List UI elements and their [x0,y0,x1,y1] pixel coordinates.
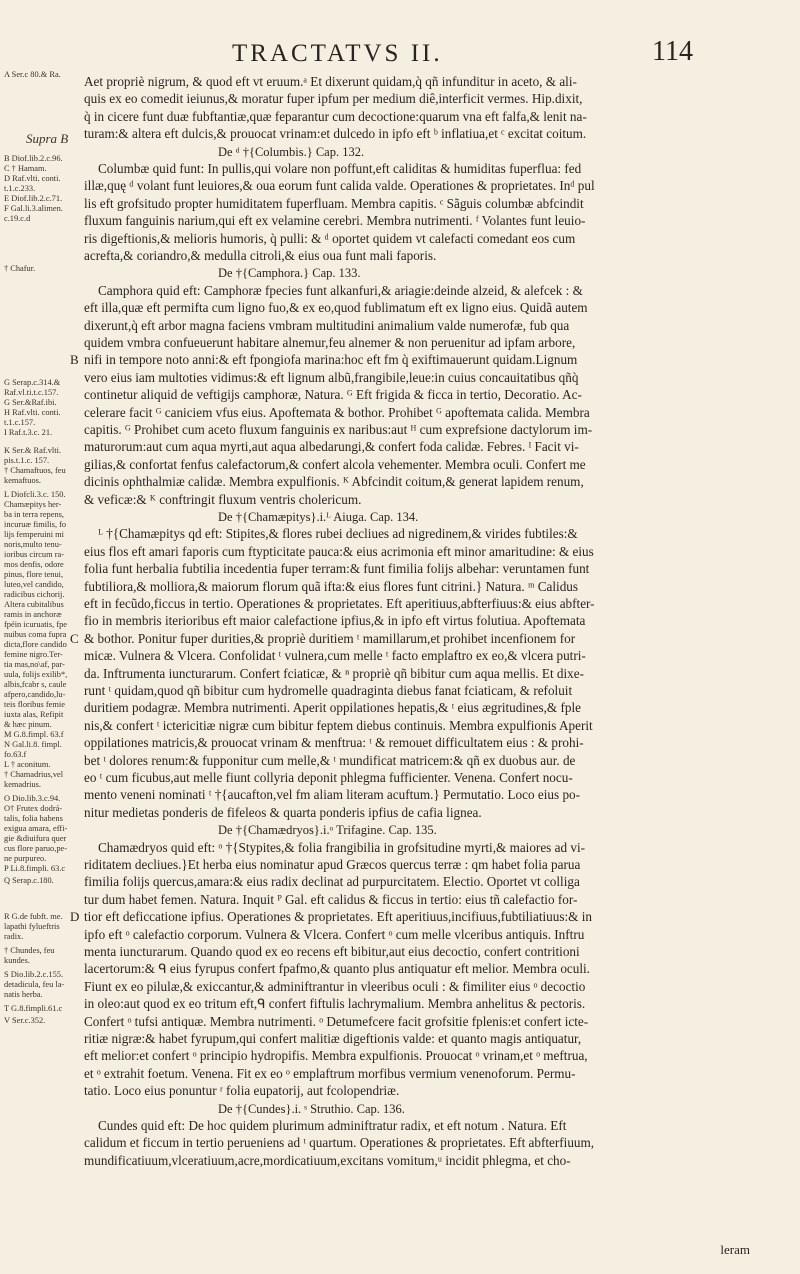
margin-note: fo.63.f [4,750,27,759]
margin-note: S Dio.lib.2.c.155. [4,970,64,979]
margin-note: C † Hamam. [4,164,47,173]
margin-note: noris,multo tenu- [4,540,62,549]
margin-note: albis,fcabr s, caule [4,680,67,689]
margin-note: H Raf.vlti. conti. [4,408,61,417]
margin-note: Supra B [26,131,69,146]
text-line: continetur aliquid de veftigijs camphoræ, Natura. ᴳ Eft frigida & ficca in tertio, Decoratio. Ac- [84,387,582,403]
text-line: acrefta,& coriandro,& medulla citroli,& eius oua funt mali faporis. [84,248,437,263]
chapter-heading: De †{Camphora.} Cap. 133. [218,266,361,281]
text-line: dixerunt,q̀ eft arbor magna faciens vmbram multitudini animalium valde numerofæ, fub qua [84,317,570,333]
text-line: fubtiliora,& molliora,& maiorum florum quã ifta:& eius flores funt citrini.} Natura. ᵐ Calidus [84,578,579,594]
margin-note: ne purpureo. [4,854,47,863]
margin-note: † Chamaftuos, feu [4,466,66,475]
margin-note: tia mas,no\af, par- [4,660,65,669]
section-letter: B [70,352,79,368]
chapter-heading: De †{Chamæpitys}.i.ᴸ Aiuga. Cap. 134. [218,510,419,524]
margin-note: gie &diuifura quer [4,834,67,843]
margin-note: t.1.c.157. [4,418,36,427]
margin-note: lijs femperuini mi [4,530,65,539]
text-line: Cundes quid eft: De hoc quidem plurimum adminiftratur radix, et eft notum . Natura. Eft [98,1118,567,1133]
text-line: duritiem podagræ. Membra nutrimenti. Aperit oppilationes hepatis,& ᵗ eius ægritudines,& fple [84,700,581,716]
text-line: fio in membris iterioribus eft maior calefactione ipfius,& in ipfo eft virtus folutiua. Apoftemata [84,613,586,629]
margin-note: teis floribus femie [4,700,65,709]
text-line: turam:& altera eft dulcis,& prouocat vrinam:et dulcedo in ipfo eft ᵇ inflatiua,et ᶜ excitat coitum. [84,126,587,142]
margin-note: uula, folijs exilib*, [4,670,68,679]
margin-note: Altera cubitalibus [4,600,64,609]
catchword: leram [720,1242,750,1257]
main-text [70,70,784,1260]
margin-note: radicibus cichorij. [4,590,65,599]
text-line: q̀ in cicere funt duæ fubftantiæ,quæ feparantur cum decoctione:quarum vna eft falfa,& lenit na- [84,108,587,124]
margin-note: G Ser.&Raf.ibi. [4,398,57,407]
text-line: nifi in tempore noto anni:& eft fpongiofa marina:hoc eft fm q̀ exiftimauerunt quidam.Lignum [84,352,578,368]
margin-note: O Dio.lib.3.c.94. [4,794,61,803]
margin-note: detadicula, feu la- [4,980,65,989]
text-line: maturorum:aut cum aqua myrti,aut aqua albedarungi,& confert foda calidæ. Febres. ᴵ Facit vi- [84,439,579,455]
text-line: Chamædryos quid eft: ᵒ †{Stypites,& folia frangibilia in grofsitudine myrti,& maiores ad vi- [98,839,586,855]
margin-note: T G.8.fimpli.61.c [4,1004,63,1013]
text-line: Columbæ quid funt: In pullis,qui volare non poffunt,eft caliditas & humiditas fuperflua: fed [98,161,582,176]
margin-note: B Diof.lib.2.c.96. [4,154,63,163]
text-line: eius flos eft amari faporis cum ftypticitate pauca:& eius acrimonia eft minor amaritudine: & eius [84,543,594,559]
chapter-heading: De †{Chamædryos}.i.ᵒ Trifagine. Cap. 135. [218,823,437,838]
margin-note: exigua amara, effi- [4,824,68,833]
margin-note: O† Frutex dodrá- [4,804,63,813]
text-line: calidum et ficcum in tertio perueniens ad ᵗ quartum. Operationes & proprietates. Eft abfterfiuum, [84,1135,595,1151]
margin-note: & hæc pinum. [4,720,52,729]
section-letter: D [70,909,80,925]
margin-note: dicta,flore candido [4,640,67,649]
text-line: bet ᵗ dolores renum:& fupponitur cum melle,& ᵗ mundificat matricem:& qñ ex duobus aur. de [84,752,576,768]
text-line: dicinis ophthalmiæ calidæ. Membra expulfionis. ᴷ Abfcindit coitum,& generat lapidem renum, [84,474,584,490]
margin-note: F Gal.li.3.alimen. [4,204,63,213]
text-line: quis ex eo comedit ieiunus,& moratur fuper ipfum per medium diê,interficit vermes. Hip.dixit, [84,91,583,107]
text-line: nis,& confert ᵗ ictericitiæ nigræ cum bibitur feptem diebus continuis. Membra expulfionis Aperit [84,717,593,733]
margin-note: Q Serap.c.180. [4,876,54,885]
margin-note: afpero,candido,lu- [4,690,66,699]
margin-note: N Gal.li.8. fimpl. [4,740,62,749]
margin-note: Raf.vl.ti.t.c.157. [4,388,59,397]
text-line: ipfo eft ᵒ calefactio corporum. Vulnera & Vlcera. Confert ᵒ cum melle vlceribus antiquis. Inftru [84,926,585,942]
margin-note: † Chafur. [4,264,36,273]
text-line: tur dum habet femen. Natura. Inquit ᴾ Gal. eft calidus & ficcus in tertio: eius tñ calefactio for- [84,891,578,907]
text-line: vero eius iam multoties vidimus:& eft lignum albũ,frangibile,leue:in cuius concauitatibus qñq̀ [84,369,579,385]
margin-note: V Ser.c.352. [4,1016,46,1025]
text-line: in oleo:aut quod ex eo tritum eft,ᑫ confert fiftulis lachrymalium. Membra anhelitus & pectoris. [84,996,586,1012]
text-line: Fiunt ex eo pilulæ,& exiccantur,& adminiftrantur in vleeribus oculi : & fimiliter eius ᵒ decoctio [84,978,586,994]
text-line: Camphora quid eft: Camphoræ fpecies funt alkanfuri,& ariagie:deinde alzeid, & alefcek : & [98,282,583,298]
margin-note: G Serap.c.314.& [4,378,61,387]
margin-note: kemadrius. [4,780,41,789]
margin-note: natis herba. [4,990,43,999]
margin-note: luteo,vel candido, [4,580,64,589]
margin-note: R G.de fubft. me. [4,912,63,921]
margin-note: Chamæpitys her- [4,500,62,509]
text-line: Confert ᵒ tufsi antiquæ. Membra nutrimenti. ᵒ Detumefcere facit grofsitie fplenis:et confert icte- [84,1013,589,1029]
margin-note: M G.8.fimpl. 63.f [4,730,64,739]
text-line: capitis. ᴳ Prohibet cum aceto fluxum fanguinis ex naribus:aut ᴴ cum exprefsione dactylorum im- [84,422,593,437]
margin-note: K Ser.& Raf.vlti. [4,446,61,455]
margin-note: I Raf.t.3.c. 21. [4,428,53,437]
folio-number: 114 [652,36,693,67]
text-line: eo ᵗ cum ficubus,aut melle fiunt collyria deponit phlegma fufficienter. Venena. Confert nocu- [84,770,573,785]
margin-note: P Li.8.fimpli. 63.c [4,864,66,873]
text-line: lis eft grofsitudo propter humiditatem fuperfluam. Membra capitis. ᶜ Sãguis columbæ abfcindit [84,195,584,211]
text-line: ritiæ nigræ:& habet fyrupum,qui confert malitiæ digeftionis valde: et quanto magis antiquatur, [84,1031,582,1046]
text-line: fluxum fanguinis narium,qui eft ex velamine cerebri. Membra nutrimenti. ᶠ Volantes funt leuio- [84,213,586,229]
margin-note: L † aconitum. [4,760,51,769]
margin-note: L Diofcli.3.c. 150. [4,490,66,499]
margin-note: pis.t.1.c. 157. [4,456,50,465]
chapter-heading: De †{Cundes}.i. ˢ Struthio. Cap. 136. [218,1101,405,1116]
running-title: TRACTATVS II. [232,40,443,67]
text-line: quidem vmbra confueuerunt habitare alnemur,feu alnemer & non peruenitur ad ipfam arbore, [84,335,576,350]
margin-note: ioribus circum ra- [4,550,64,559]
text-line: lacertorum:& ᑫ eius fyrupus confert fpafmo,& quanto plus antiquatur eft melior. Membra oculi. [84,961,590,977]
margin-note: femine nigro.Ter- [4,650,63,659]
text-line: & veficæ:& ᴷ conftringit fluxum ventris cholericum. [84,491,362,507]
text-line: eft melior:et confert ᵒ principio hydropifis. Membra expulfionis. Prouocat ᵒ vrinam,et ᵒ meftrua, [84,1048,588,1064]
chapter-heading: De ᵈ †{Columbis.} Cap. 132. [218,144,365,159]
margin-note: iuxta alas, Refipit [4,710,64,719]
text-line: fimilia folijs quercus,amara:& eius radix declinat ad purpurcitatem. Electio. Oportet vt colliga [84,874,580,890]
text-line: da. Inftrumenta iuncturarum. Confert fciaticæ, & ⁿ propriè qñ bibitur cum aqua mellis. Et dixe- [84,665,585,681]
margin-note: c.19.c.d [4,214,31,223]
margin-note: lapathi fylueftris [4,922,60,931]
text-line: ᴸ †{Chamæpitys qd eft: Stipites,& flores rubei decliues ad nigredinem,& virides fubtiles:& [98,526,578,542]
text-line: runt ᵗ quidam,quod qñ bibitur cum hydromelle quadraginta diebus fanat fciaticam, & refoluit [84,683,573,698]
margin-note: talis, folia habens [4,814,63,823]
margin-note: kundes. [4,956,30,965]
text-line: ris digeftionis,& melioris humoris, q̀ pulli: & ᵈ oportet quidem vt calefacti comedant eos cum [84,230,576,246]
text-line: gilias,& confortat fenfus calefactorum,& confert alcola vehementer. Membra oculi. Confert me [84,456,586,472]
text-line: eft in fecũdo,ficcus in tertio. Operationes & proprietates. Eft aperitiuus,abfterfiuus:& eius abfter- [84,596,595,611]
margin-note: † Chamadrius,vel [4,770,64,779]
page-header [0,34,800,74]
text-line: & bothor. Ponitur fuper durities,& propriè duritiem ᵗ mamillarum,et prohibet incenfionem for [84,630,576,646]
margin-notes [4,70,78,1260]
text-line: tior eft deficcatione ipfius. Operationes & proprietates. Eft aperitiuus,incifiuus,fubtiliatiuus:& in [84,909,592,925]
section-letter: C [70,630,79,646]
text-line: illæ,quę ᵈ volant funt leuiores,& oua eorum funt calida valde. Operationes & proprietates. Inᵈ pul [84,178,595,194]
text-line: oppilationes matricis,& prouocat vrinam & menftrua: ᵗ & remouet difficultatem eius : & prohi- [84,735,584,751]
margin-note: kemaftuos. [4,476,41,485]
margin-note: mos denfis, odore [4,560,64,569]
text-line: menta iuncturarum. Quando quod ex eo recens eft bibitur,aut eius decoctio, confert contritioni [84,944,580,959]
text-line: celerare facit ᴳ caniciem vfus eius. Apoftemata & bothor. Prohibet ᴳ apoftemata calida. Membra [84,404,590,420]
margin-note: radix. [4,932,24,941]
text-line: eft illa,quæ eft permifta cum ligno fuo,& ex eo,quod fublimatum eft ex ligno eius. Quidã autem [84,300,588,316]
text-line: micæ. Vulnera & Vlcera. Confolidat ᵗ vulnera,cum melle ᵗ facto emplaftro ex eo,& vlcera putri- [84,648,586,664]
margin-note: † Chundes, feu [4,946,55,955]
text-line: tatio. Loco eius ponuntur ʳ folia eupatorij, aut fcolopendriæ. [84,1083,400,1099]
margin-note: ba in terra repens, [4,510,64,519]
text-line: folia funt herbalia fubtilia incedentia fuper terram:& funt fimilia folijs albehar: veruntamen funt [84,561,590,577]
margin-note: ramis in anchoræ [4,610,62,619]
margin-note: cus flore paruo,pe- [4,844,68,853]
margin-note: t.1.c.233. [4,184,36,193]
text-line: mundificatiuum,vlceratiuum,acre,mordicatiuum,excitans vomitum,ᵘ incidit phlegma, et cho- [84,1152,571,1168]
text-line: nitur medietas ponderis de fifeleos & quarta ponderis ipfius de cafia lignea. [84,804,482,820]
margin-note: pinus, flore tenui, [4,570,64,579]
margin-note: fpéin icuruatis, fpe [4,620,68,629]
margin-note: E Diof.lib.2.c.71. [4,194,63,203]
text-line: Aet propriè nigrum, & quod eft vt eruum.ᵃ Et dixerunt quidam,q̀ qñ infunditur in aceto, & ali- [84,74,577,89]
margin-note: A Ser.c 80.& Ra. [4,70,61,79]
margin-note: incuruæ fimilis, fo [4,520,67,529]
text-line: riditatem decliues.}Et herba eius nominatur apud Græcos quercus terræ : qm habet folia parua [84,857,581,872]
text-line: et ᵒ extrahit foetum. Venena. Fit ex eo ᵒ emplaftrum morfibus vermium venenoforum. Permu- [84,1065,576,1081]
text-line: mento veneni nominati ᵗ †{aucafton,vel fm aliam literam acuftum.} Permutatio. Loco eius po- [84,787,581,803]
margin-note: D Raf.vlti. conti. [4,174,61,183]
margin-note: nuibus coma fupra [4,630,67,639]
